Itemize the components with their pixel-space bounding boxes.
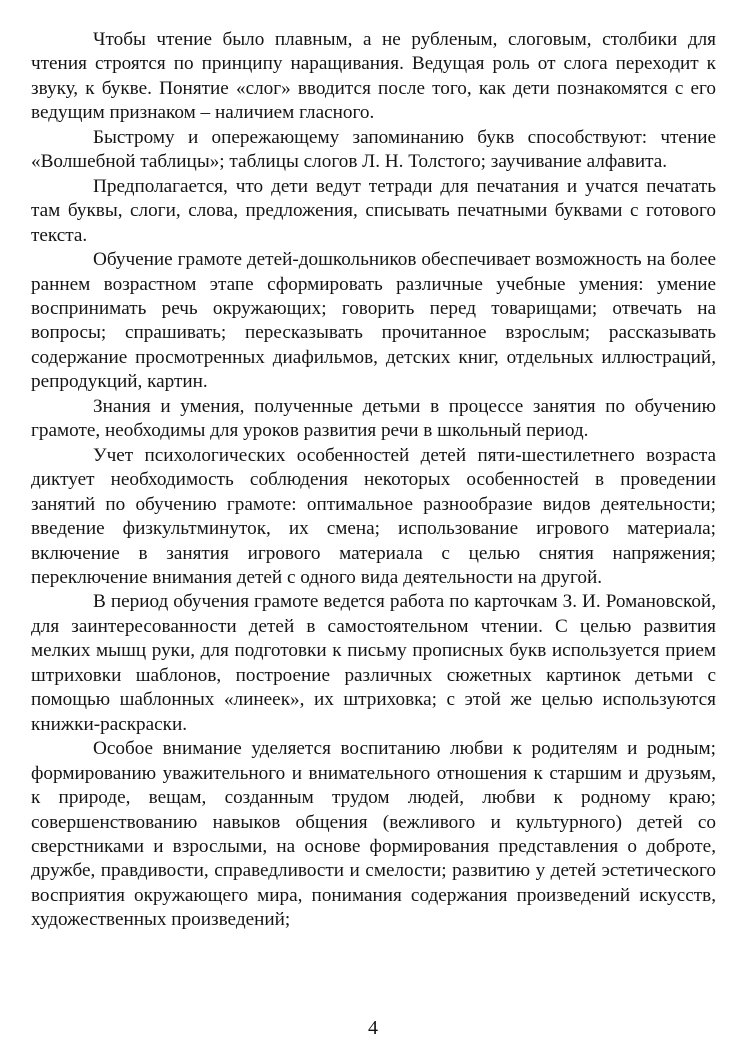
page-body xyxy=(31,28,716,933)
paragraph-printing-notebooks: Предполагается, что дети ведут тетради для печатания и учатся печатать там буквы, слоги, слова, предложения, списывать печатными буквами с готового текста. xyxy=(31,175,716,246)
paragraph-romanovskaya-cards: В период обучения грамоте ведется работа по карточкам З. И. Романовской, для заинтересованности детей в самостоятельном чтении. С целью развития мелких мышц руки, для подготовки к письму прописных букв используется прием штриховки шаблонов, построение различных сюжетных картинок детьми с помощью шаблонных «линеек», их штриховка; с этой же целью используются книжки-раскраски. xyxy=(31,591,716,735)
paragraph-learning-skills: Обучение грамоте детей-дошкольников обеспечивает возможность на более раннем возрастном этапе сформировать различные учебные умения: умение воспринимать речь окружающих; говорить перед товарищами; отвечать на вопросы; спрашивать; пересказывать прочитанное взрослым; рассказывать содержание просмотренных диафильмов, детских книг, отдельных иллюстраций, репродукций, картин. xyxy=(31,249,716,393)
paragraph-letter-memorization: Быстрому и опережающему запоминанию букв способствуют: чтение «Волшебной таблицы»; таблицы слогов Л. Н. Толстого; заучивание алфавита. xyxy=(31,126,716,173)
paragraph-speech-development: Знания и умения, полученные детьми в процессе занятия по обучению грамоте, необходимы для уроков развития речи в школьный период. xyxy=(31,395,716,442)
paragraph-psychological-features: Учет психологических особенностей детей пяти-шестилетнего возраста диктует необходимость соблюдения некоторых особенностей в проведении занятий по обучению грамоте: оптимальное разнообразие видов деятельности; введение физкультминуток, их смена; использование игрового материала; включение в занятия игрового материала с целью снятия напряжения; переключение внимания детей с одного вида деятельности на другой. xyxy=(31,444,716,588)
paragraph-special-attention: Особое внимание уделяется воспитанию любви к родителям и родным; формированию уважительного и внимательного отношения к старшим и друзьям, к природе, вещам, созданным трудом людей, любви к родному краю; совершенствованию навыков общения (вежливого и культурного) детей со сверстниками и взрослыми, на основе формирования представления о доброте, дружбе, правдивости, справедливости и смелости; развитию у детей эстетического восприятия окружающего мира, понимания содержания произведений искусств, художественных произведений; xyxy=(31,738,716,931)
page-number: 4 xyxy=(368,1017,378,1039)
paragraph-reading-smoothness: Чтобы чтение было плавным, а не рубленым, слоговым, столбики для чтения строятся по принципу наращивания. Ведущая роль от слога переходит к звуку, к букве. Понятие «слог» вводится после того, как дети познакомятся с его ведущим признаком – наличием гласного. xyxy=(31,29,716,124)
